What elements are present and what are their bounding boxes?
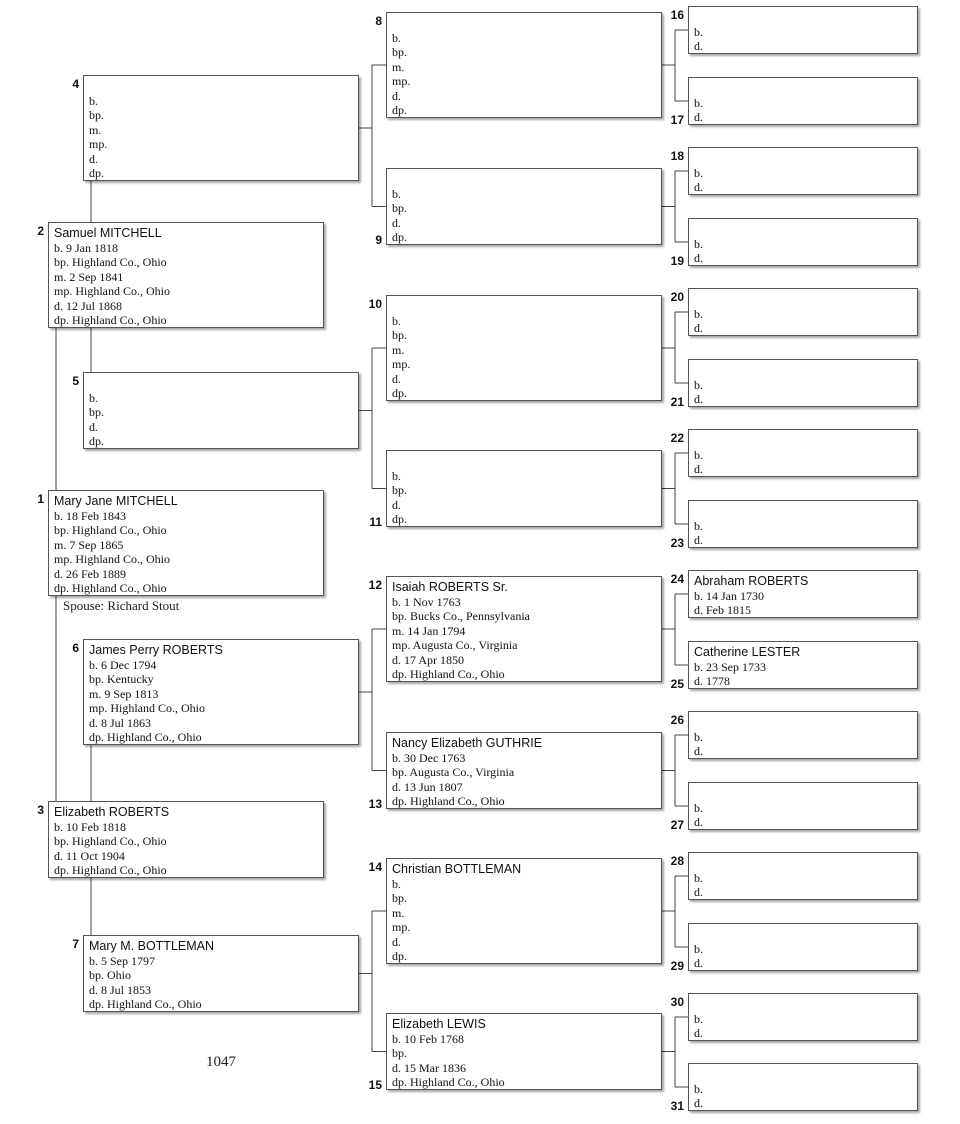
person-name: Elizabeth ROBERTS: [54, 805, 170, 819]
person-name: [694, 221, 917, 237]
person-detail-line: m. 9 Sep 1813: [89, 686, 159, 701]
person-name: Nancy Elizabeth GUTHRIE: [392, 736, 543, 750]
person-detail-line: bp. Ohio: [89, 968, 131, 983]
person-name: Christian BOTTLEMAN: [392, 862, 522, 876]
person-name: [694, 996, 917, 1012]
person-detail-line: bp. Augusta Co., Virginia: [392, 765, 515, 780]
person-box-3: [48, 801, 324, 878]
person-detail-line: dp. Highland Co., Ohio: [54, 863, 167, 878]
person-box-24: [688, 570, 918, 618]
person-number: 14: [368, 860, 382, 874]
person-detail-line: bp. Highland Co., Ohio: [54, 255, 167, 270]
person-number: 16: [670, 8, 684, 22]
person-detail-line: bp.: [392, 45, 407, 60]
person-number: 19: [670, 254, 684, 268]
person-box-30: [688, 993, 918, 1041]
person-name: [392, 298, 661, 314]
person-detail-line: dp. Highland Co., Ohio: [392, 794, 505, 809]
person-detail-line: d. 11 Oct 1904: [54, 848, 125, 863]
person-detail-line: b.: [392, 31, 401, 45]
person-detail-line: d. Feb 1815: [694, 603, 751, 618]
person-detail-line: b.: [89, 94, 98, 108]
person-detail-line: dp. Highland Co., Ohio: [54, 313, 167, 328]
person-number: 22: [670, 431, 684, 445]
person-detail-line: bp. Bucks Co., Pennsylvania: [392, 609, 530, 624]
person-detail-line: dp.: [89, 434, 104, 449]
person-detail-line: b.: [694, 519, 703, 533]
person-number: 27: [670, 818, 684, 832]
person-number: 17: [670, 113, 684, 127]
person-detail-line: b. 6 Dec 1794: [89, 658, 157, 672]
person-detail-line: dp.: [392, 386, 407, 401]
person-detail-line: bp.: [392, 328, 407, 343]
person-detail-line: d. 17 Apr 1850: [392, 652, 464, 667]
person-name: [694, 714, 917, 730]
person-detail-line: b. 1 Nov 1763: [392, 595, 461, 609]
person-detail-line: m. 7 Sep 1865: [54, 537, 124, 552]
person-detail-line: mp. Highland Co., Ohio: [54, 284, 170, 299]
person-box-20: [688, 288, 918, 336]
person-name: Mary Jane MITCHELL: [54, 494, 178, 508]
person-detail-line: d.: [694, 815, 703, 830]
person-name: [392, 453, 661, 469]
person-number: 21: [670, 395, 684, 409]
person-detail-line: d.: [694, 321, 703, 336]
person-detail-line: d.: [392, 497, 401, 512]
person-box-5: [83, 372, 359, 449]
person-number: 1: [37, 492, 44, 506]
person-number: 26: [670, 713, 684, 727]
person-number: 18: [670, 149, 684, 163]
person-box-28: [688, 852, 918, 900]
person-detail-line: b.: [694, 871, 703, 885]
person-detail-line: mp.: [392, 357, 411, 372]
person-detail-line: d.: [694, 1026, 703, 1041]
person-detail-line: dp.: [89, 166, 104, 181]
person-detail-line: bp.: [392, 201, 407, 216]
person-detail-line: b. 18 Feb 1843: [54, 509, 126, 523]
person-detail-line: d.: [694, 392, 703, 407]
person-box-23: [688, 500, 918, 548]
person-number: 29: [670, 959, 684, 973]
person-box-12: [386, 576, 662, 682]
person-number: 3: [37, 803, 44, 817]
person-detail-line: b.: [392, 314, 401, 328]
person-detail-line: d.: [392, 215, 401, 230]
person-number: 5: [72, 374, 79, 388]
person-box-15: [386, 1013, 662, 1090]
person-name: Catherine LESTER: [694, 645, 801, 659]
person-detail-line: d. 8 Jul 1863: [89, 715, 152, 730]
person-detail-line: mp.: [392, 74, 411, 89]
person-box-11: [386, 450, 662, 527]
person-number: 13: [368, 797, 382, 811]
person-name: [694, 785, 917, 801]
person-detail-line: mp.: [392, 920, 411, 935]
person-name: [392, 171, 661, 187]
person-detail-line: d.: [694, 744, 703, 759]
person-detail-line: b. 14 Jan 1730: [694, 589, 764, 603]
person-number: 7: [72, 937, 79, 951]
person-detail-line: mp.: [89, 137, 108, 152]
person-number: 31: [670, 1099, 684, 1113]
person-number: 10: [368, 297, 382, 311]
page-number: 1047: [206, 1054, 236, 1070]
person-name: Mary M. BOTTLEMAN: [89, 939, 215, 953]
person-detail-line: b.: [694, 1082, 703, 1096]
person-box-25: [688, 641, 918, 689]
person-detail-line: b.: [694, 448, 703, 462]
person-detail-line: d.: [694, 1096, 703, 1111]
person-detail-line: b.: [694, 378, 703, 392]
person-name: Abraham ROBERTS: [694, 574, 809, 588]
person-detail-line: d. 1778: [694, 674, 730, 689]
person-detail-line: b. 23 Sep 1733: [694, 660, 766, 674]
person-box-22: [688, 429, 918, 477]
person-number: 11: [369, 515, 382, 529]
person-name: [694, 503, 917, 519]
person-number: 25: [670, 677, 684, 691]
person-detail-line: b.: [89, 391, 98, 405]
person-detail-line: bp.: [392, 1046, 407, 1061]
person-detail-line: mp. Highland Co., Ohio: [54, 552, 170, 567]
person-box-27: [688, 782, 918, 830]
person-box-1: [48, 490, 324, 596]
person-detail-line: d. 15 Mar 1836: [392, 1060, 466, 1075]
person-detail-line: b. 9 Jan 1818: [54, 241, 118, 255]
person-box-16: [688, 6, 918, 54]
person-box-29: [688, 923, 918, 971]
person-box-26: [688, 711, 918, 759]
person-detail-line: b. 10 Feb 1768: [392, 1032, 464, 1046]
person-box-21: [688, 359, 918, 407]
person-name: [694, 150, 917, 166]
person-detail-line: mp. Augusta Co., Virginia: [392, 638, 518, 653]
person-name: Isaiah ROBERTS Sr.: [392, 580, 508, 594]
person-number: 9: [375, 233, 382, 247]
person-detail-line: d.: [694, 180, 703, 195]
person-name: [694, 362, 917, 378]
person-box-17: [688, 77, 918, 125]
person-detail-line: d.: [89, 151, 98, 166]
person-detail-line: d. 8 Jul 1853: [89, 982, 152, 997]
person-detail-line: m. 2 Sep 1841: [54, 269, 124, 284]
person-detail-line: d. 26 Feb 1889: [54, 566, 126, 581]
person-number: 24: [670, 572, 684, 586]
person-box-14: [386, 858, 662, 964]
person-box-18: [688, 147, 918, 195]
person-detail-line: dp.: [392, 103, 407, 118]
person-box-4: [83, 75, 359, 181]
person-box-2: [48, 222, 324, 328]
person-number: 2: [37, 224, 44, 238]
person-detail-line: dp. Highland Co., Ohio: [89, 997, 202, 1012]
person-detail-line: dp.: [392, 512, 407, 527]
person-detail-line: d. 13 Jun 1807: [392, 779, 463, 794]
person-name: James Perry ROBERTS: [89, 643, 223, 657]
person-number: 28: [670, 854, 684, 868]
person-detail-line: b.: [694, 166, 703, 180]
person-name: Elizabeth LEWIS: [392, 1017, 486, 1031]
person-detail-line: m.: [392, 342, 405, 357]
person-detail-line: m.: [392, 59, 405, 74]
person-name: [694, 432, 917, 448]
person-detail-line: b.: [392, 877, 401, 891]
person-detail-line: b.: [694, 730, 703, 744]
person-detail-line: b. 5 Sep 1797: [89, 954, 155, 968]
person-detail-line: mp. Highland Co., Ohio: [89, 701, 205, 716]
person-box-10: [386, 295, 662, 401]
person-detail-line: m.: [89, 122, 102, 137]
person-detail-line: d.: [694, 251, 703, 266]
person-detail-line: bp. Highland Co., Ohio: [54, 834, 167, 849]
person-box-7: [83, 935, 359, 1012]
person-detail-line: d.: [694, 110, 703, 125]
person-detail-line: b.: [694, 1012, 703, 1026]
person-name: [694, 926, 917, 942]
person-name: [89, 78, 358, 94]
person-box-6: [83, 639, 359, 745]
person-detail-line: bp.: [392, 483, 407, 498]
person-box-31: [688, 1063, 918, 1111]
person-detail-line: dp. Highland Co., Ohio: [392, 1075, 505, 1090]
person-detail-line: d.: [392, 371, 401, 386]
person-detail-line: bp.: [392, 891, 407, 906]
person-name: [392, 15, 661, 31]
person-box-19: [688, 218, 918, 266]
person-detail-line: bp.: [89, 108, 104, 123]
person-name: [694, 855, 917, 871]
person-detail-line: b.: [694, 237, 703, 251]
person-detail-line: d.: [694, 39, 703, 54]
person-name: [694, 291, 917, 307]
person-detail-line: dp. Highland Co., Ohio: [89, 730, 202, 745]
person-detail-line: m. 14 Jan 1794: [392, 623, 466, 638]
person-detail-line: d.: [694, 885, 703, 900]
person-detail-line: b.: [392, 469, 401, 483]
person-detail-line: d.: [89, 419, 98, 434]
person-name: [694, 1066, 917, 1082]
person-detail-line: bp.: [89, 405, 104, 420]
person-detail-line: b.: [694, 96, 703, 110]
person-detail-line: b.: [694, 307, 703, 321]
person-detail-line: b. 30 Dec 1763: [392, 751, 466, 765]
person-detail-line: d.: [392, 88, 401, 103]
person-detail-line: d.: [392, 934, 401, 949]
person-box-9: [386, 168, 662, 245]
person-number: 4: [72, 77, 79, 91]
person-name: Samuel MITCHELL: [54, 226, 162, 240]
person-detail-line: b. 10 Feb 1818: [54, 820, 126, 834]
person-detail-line: dp.: [392, 230, 407, 245]
person-name: [694, 80, 917, 96]
person-detail-line: b.: [392, 187, 401, 201]
person-detail-line: d.: [694, 462, 703, 477]
person-detail-line: bp. Kentucky: [89, 672, 154, 687]
person-detail-line: b.: [694, 801, 703, 815]
person-number: 12: [368, 578, 382, 592]
person-detail-line: m.: [392, 905, 405, 920]
person-box-13: [386, 732, 662, 809]
person-detail-line: d.: [694, 956, 703, 971]
person-detail-line: bp. Highland Co., Ohio: [54, 523, 167, 538]
person-detail-line: dp. Highland Co., Ohio: [392, 667, 505, 682]
person-name: [89, 375, 358, 391]
person-number: 20: [670, 290, 684, 304]
person-detail-line: dp. Highland Co., Ohio: [54, 581, 167, 596]
person-detail-line: d.: [694, 533, 703, 548]
person-detail-line: dp.: [392, 949, 407, 964]
person-number: 6: [72, 641, 79, 655]
person-name: [694, 9, 917, 25]
person-detail-line: b.: [694, 25, 703, 39]
person-number: 30: [670, 995, 684, 1009]
spouse-note: Spouse: Richard Stout: [63, 598, 180, 613]
person-number: 15: [368, 1078, 382, 1092]
person-detail-line: b.: [694, 942, 703, 956]
person-box-8: [386, 12, 662, 118]
person-detail-line: d. 12 Jul 1868: [54, 298, 123, 313]
person-number: 23: [670, 536, 684, 550]
person-number: 8: [375, 14, 382, 28]
